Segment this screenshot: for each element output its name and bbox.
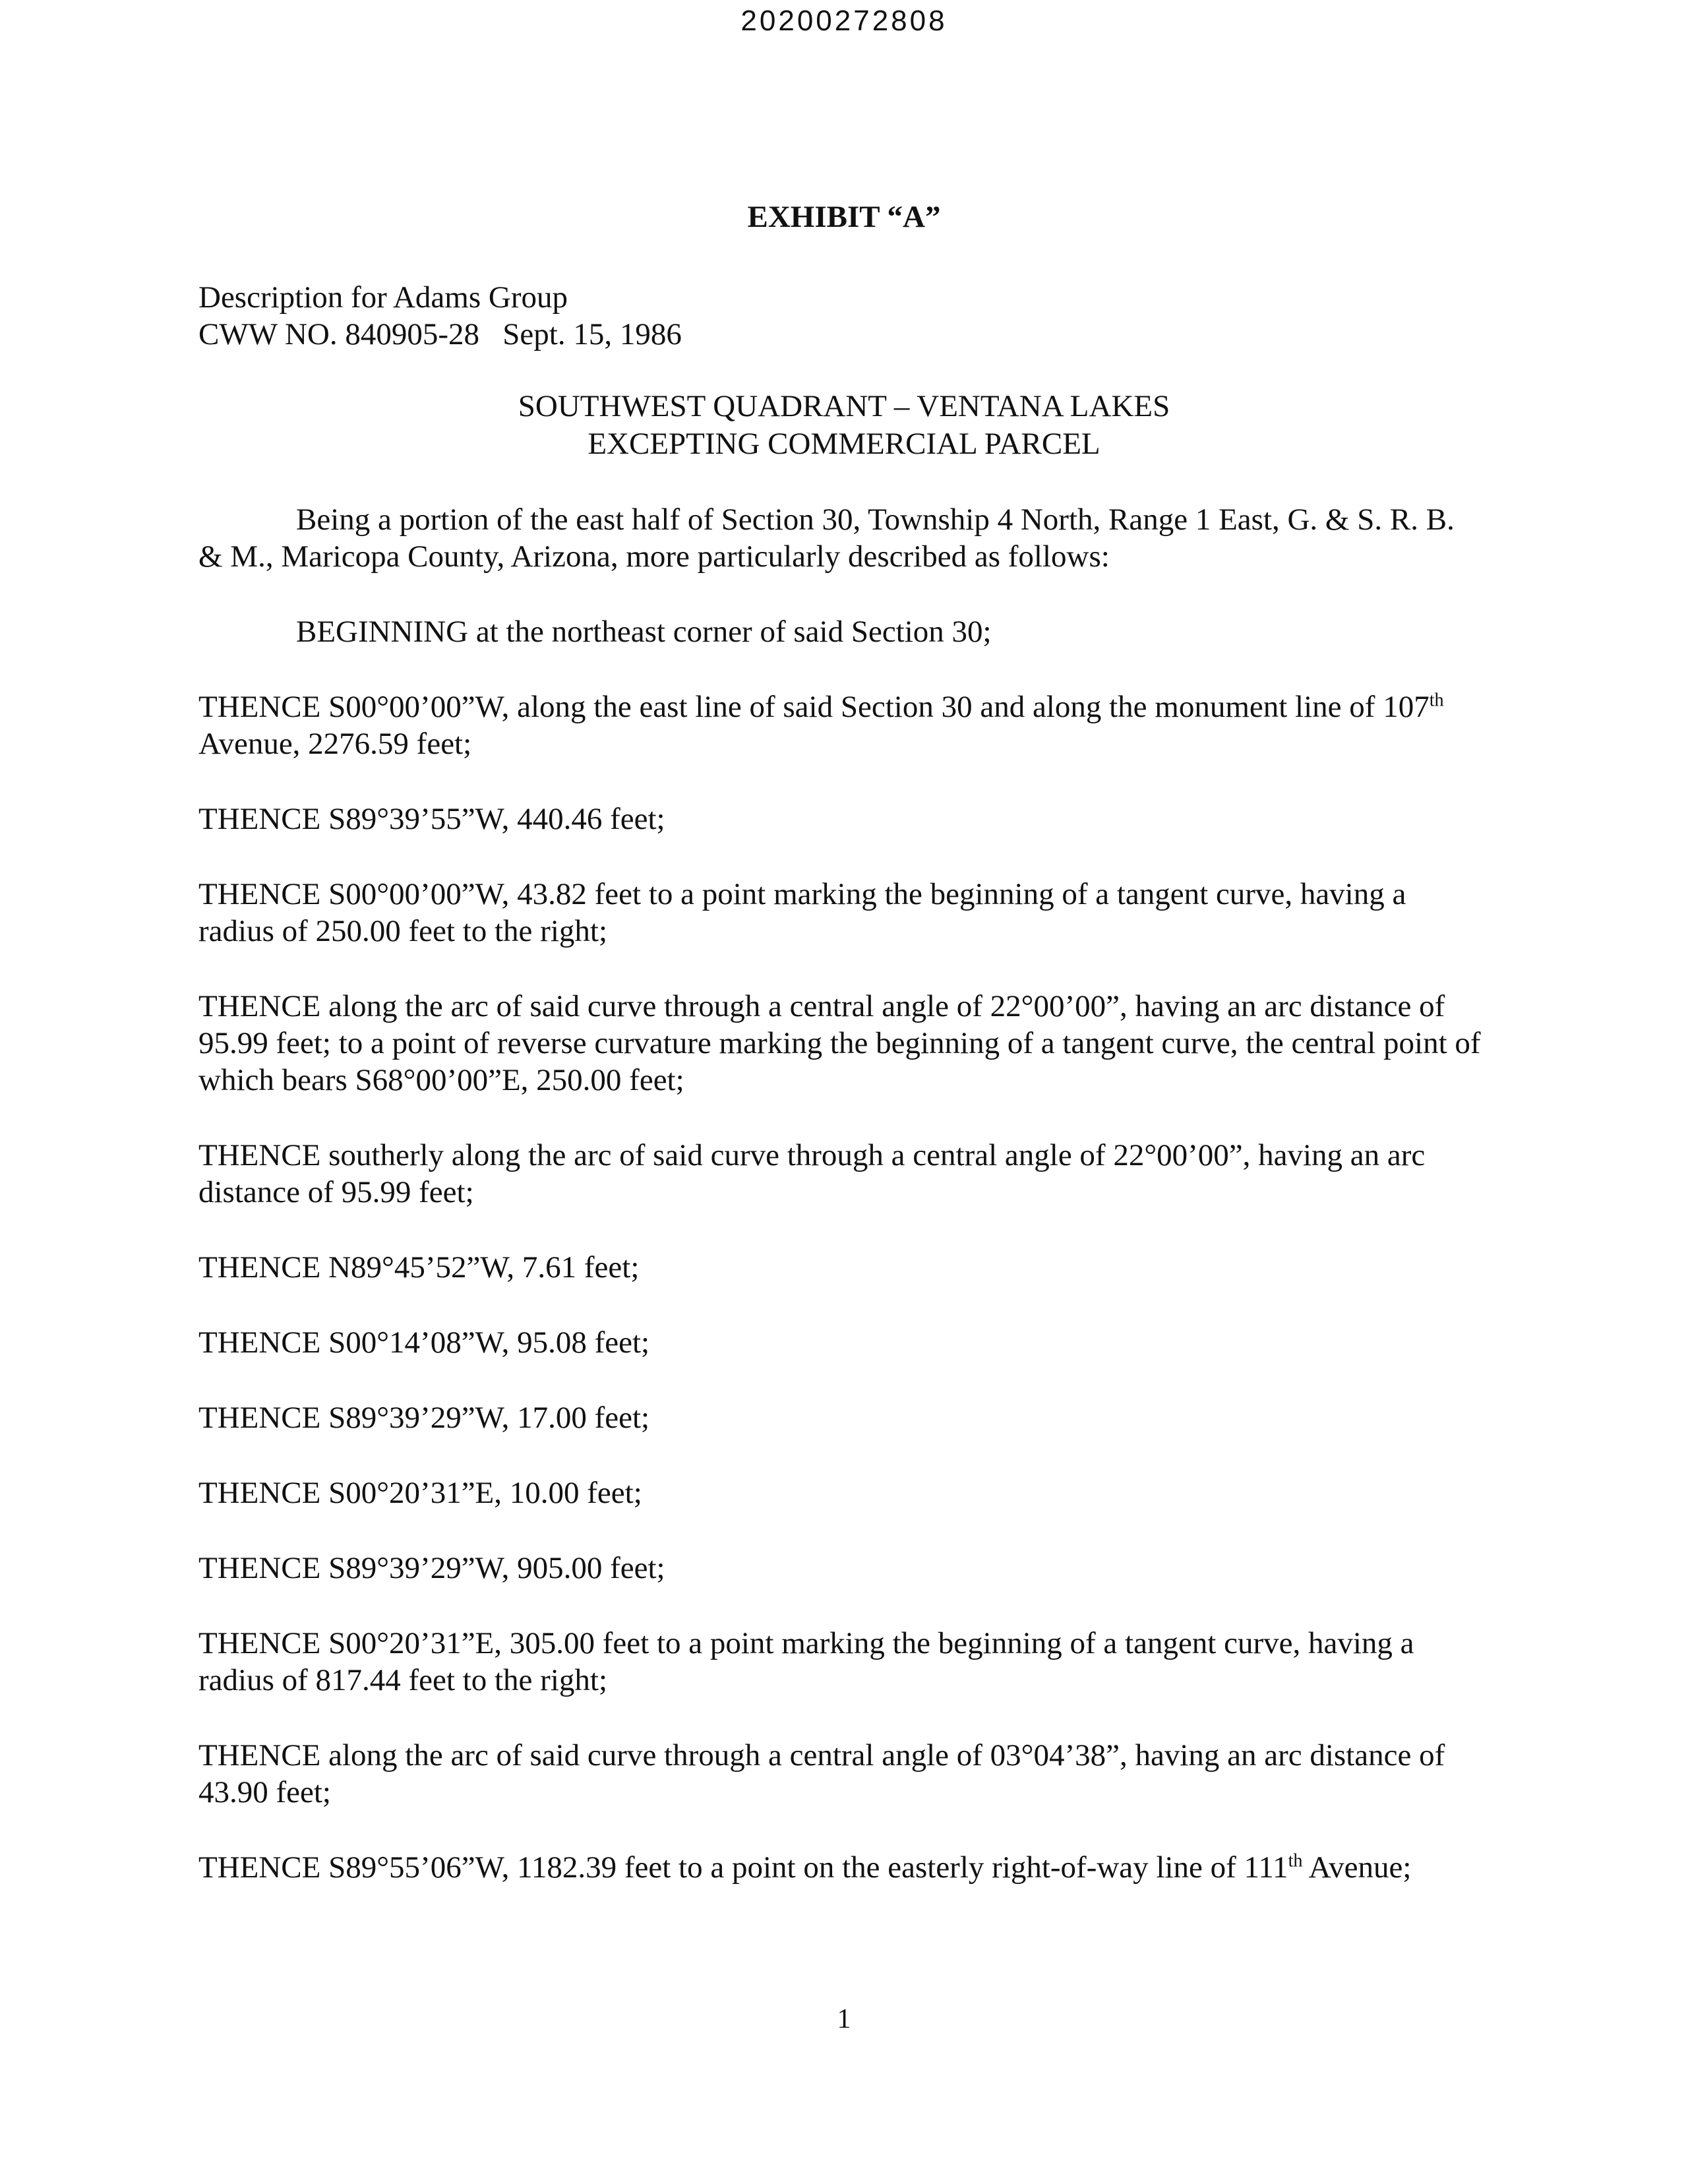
course-paragraph: THENCE N89°45’52”W, 7.61 feet; xyxy=(198,1250,640,1285)
description-reference: CWW NO. 840905-28 Sept. 15, 1986 xyxy=(198,317,682,351)
course-paragraph: THENCE S89°39’55”W, 440.46 feet; xyxy=(198,802,665,836)
course-paragraph xyxy=(198,688,1484,762)
course-paragraph: THENCE S00°20’31”E, 305.00 feet to a point marking the beginning of a tangent curve, having a radius of 817.44 feet to the right; xyxy=(198,1626,1414,1697)
beginning-paragraph: BEGINNING at the northeast corner of said Section 30; xyxy=(296,615,992,649)
parcel-heading xyxy=(0,388,1688,463)
course-paragraph xyxy=(198,1849,1484,1886)
parcel-heading-line-1: SOUTHWEST QUADRANT – VENTANA LAKES xyxy=(518,389,1170,423)
course-text: THENCE S89°55’06”W, 1182.39 feet to a point on the easterly right-of-way line of 111 xyxy=(198,1850,1288,1885)
ordinal-suffix: th xyxy=(1429,690,1444,711)
course-paragraph: THENCE S00°14’08”W, 95.08 feet; xyxy=(198,1325,650,1360)
course-text: THENCE S00°00’00”W, along the east line of said Section 30 and along the monument line of 107 xyxy=(198,690,1430,724)
document-number: 20200272808 xyxy=(740,5,948,37)
ordinal-suffix: th xyxy=(1288,1850,1303,1871)
course-paragraph: THENCE along the arc of said curve through a central angle of 22°00’00”, having an arc distance of 95.99 feet; to a point of reverse curvature marking the beginning of a tangent curve, the central point of which bears S68°00’00”E, 250.00 feet; xyxy=(198,989,1481,1097)
course-paragraph: THENCE S00°20’31”E, 10.00 feet; xyxy=(198,1476,642,1510)
course-paragraph: THENCE along the arc of said curve through a central angle of 03°04’38”, having an arc distance of 43.90 feet; xyxy=(198,1738,1445,1809)
course-paragraph: THENCE S89°39’29”W, 905.00 feet; xyxy=(198,1551,665,1585)
description-block xyxy=(198,279,682,353)
intro-paragraph: Being a portion of the east half of Section 30, Township 4 North, Range 1 East, G. & S. R. B. & M., Maricopa County, Arizona, more particularly described as follows: xyxy=(198,502,1455,574)
course-paragraph: THENCE S89°39’29”W, 17.00 feet; xyxy=(198,1401,650,1435)
course-text: Avenue; xyxy=(1302,1850,1412,1885)
legal-description-body xyxy=(198,501,1484,1924)
course-paragraph: THENCE southerly along the arc of said curve through a central angle of 22°00’00”, having an arc distance of 95.99 feet; xyxy=(198,1138,1426,1209)
exhibit-title: EXHIBIT “A” xyxy=(747,200,941,234)
course-paragraph: THENCE S00°00’00”W, 43.82 feet to a point marking the beginning of a tangent curve, having a radius of 250.00 feet to the right; xyxy=(198,877,1406,948)
parcel-heading-line-2: EXCEPTING COMMERCIAL PARCEL xyxy=(588,427,1100,461)
page-number: 1 xyxy=(837,2004,851,2034)
course-text: Avenue, 2276.59 feet; xyxy=(198,727,472,761)
description-line: Description for Adams Group xyxy=(198,280,568,315)
